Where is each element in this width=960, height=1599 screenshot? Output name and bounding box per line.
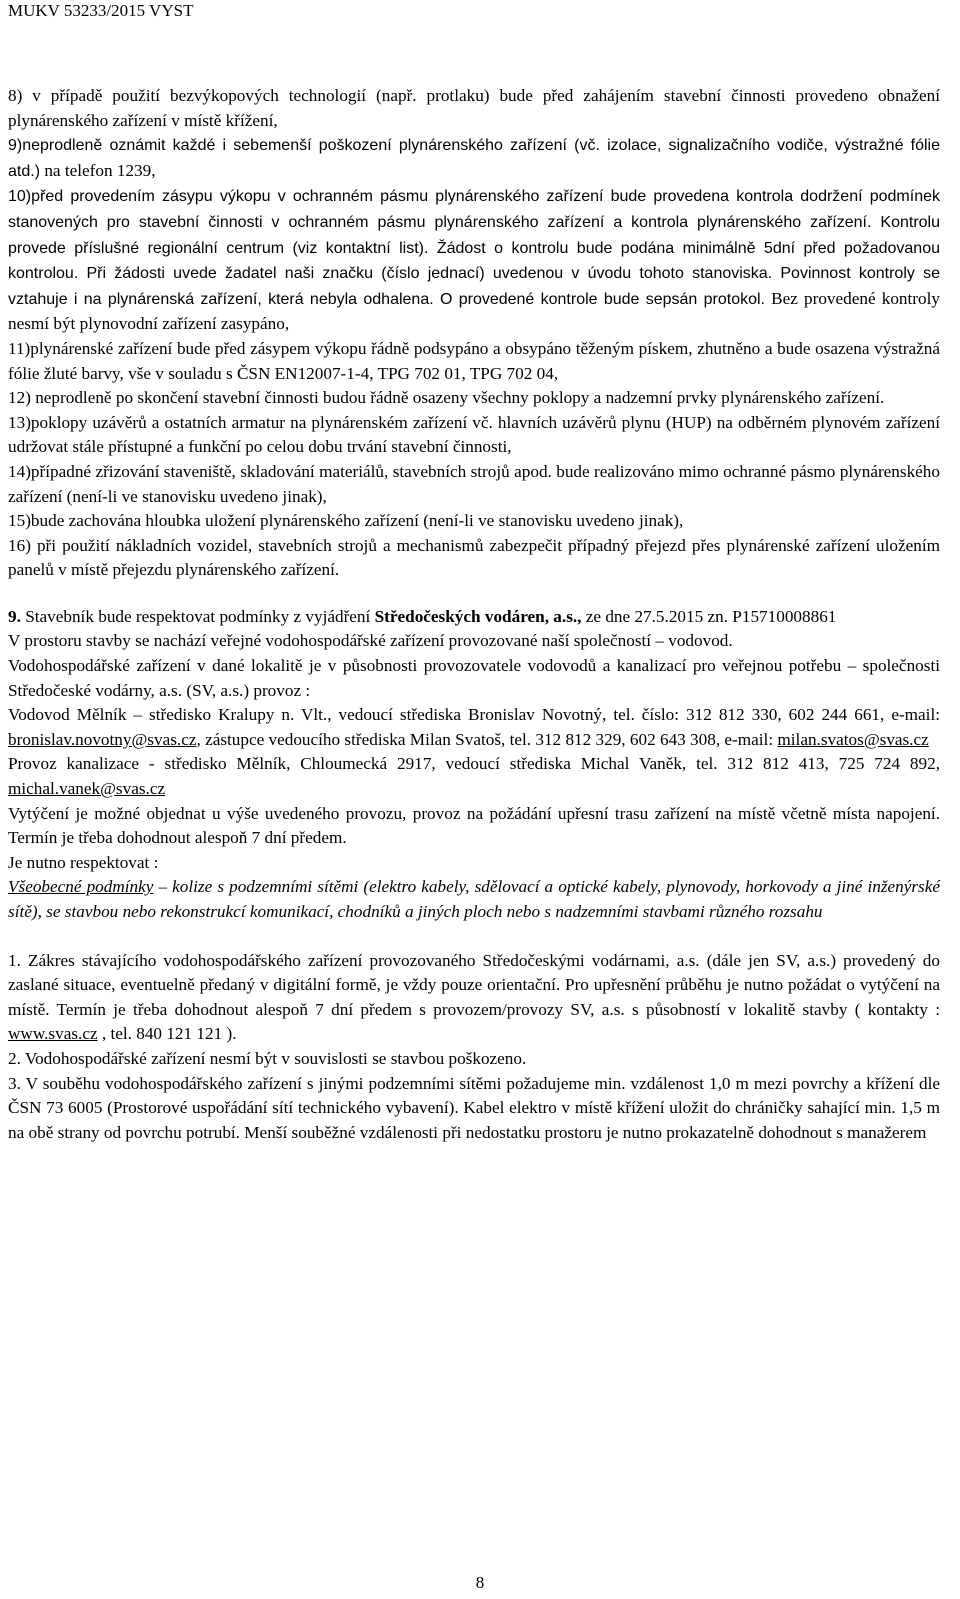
numbered-item-3: 3. V souběhu vodohospodářského zařízení s jinými podzemními sítěmi požadujeme min. vzdálenost 1,0 m mezi povrchy a křížení dle ČSN 73 6005 (Prostorové uspořádání sítí technického vybavení). Kabel elektro v místě křížení uložit do chráničky sahající min. 1,5 m na obě strany od povrchu potrubí. Menší souběžné vzdálenosti při nedostatku prostoru je nutno prokazatelně dohodnout s manažerem	[8, 1073, 940, 1142]
numbered-item-1	[8, 949, 940, 1047]
item-1-phone: , tel. 840 121 121 ).	[97, 1024, 237, 1044]
paragraph-nutno: Je nutno respektovat :	[8, 852, 159, 872]
spacer	[8, 925, 940, 949]
email-link-michal[interactable]: michal.vanek@svas.cz	[8, 779, 166, 799]
vseobecne-podminky-label: Všeobecné podmínky	[8, 877, 154, 897]
website-link[interactable]: www.svas.cz	[8, 1024, 98, 1044]
section-9-intro: Stavebník bude respektovat podmínky z vyjádření	[20, 606, 375, 626]
email-link-milan[interactable]: milan.svatos@svas.cz	[777, 729, 929, 749]
condition-item-10	[8, 184, 940, 337]
condition-item-13: 13)poklopy uzávěrů a ostatních armatur na plynárenském zařízení vč. hlavních uzávěrů plynu (HUP) na odběrném plynovém zařízení udržovat stále přístupné a funkční po celou dobu trvání stavební činnosti,	[8, 412, 940, 457]
company-name: Středočeských vodáren, a.s.,	[374, 606, 582, 626]
condition-item-9-text: 9)neprodleně oznámit každé i sebemenší poškození plynárenského zařízení (vč. izolace, signalizačního vodiče, výstražné fólie atd.)	[8, 137, 940, 180]
paragraph-kanalizace	[8, 752, 940, 801]
condition-item-9	[8, 133, 940, 184]
section-9-date: ze dne 27.5.2015 zn. P15710008861	[581, 606, 837, 626]
condition-item-11: 11)plynárenské zařízení bude před zásypem výkopu řádně podsypáno a obsypáno těženým pískem, zhutněno a bude osazena výstražná fólie žluté barvy, vše v souladu s ČSN EN12007-1-4, TPG 702 01, TPG 702 04,	[8, 338, 940, 383]
paragraph-vodohospodarske: Vodohospodářské zařízení v dané lokalitě je v působnosti provozovatele vodovodů a kanalizací pro veřejnou potřebu – společnosti Středočeské vodárny, a.s. (SV, a.s.) provoz :	[8, 656, 940, 700]
condition-item-9-phone: na telefon 1239,	[40, 160, 156, 180]
paragraph-vytyceni: Vytýčení je možné objednat u výše uvedeného provozu, provoz na požádání upřesní trasu zařízení na místě včetně místa napojení. Termín je třeba dohodnout alespoň 7 dní předem.	[8, 803, 940, 848]
page-number: 8	[475, 1573, 485, 1592]
document-header: MUKV 53233/2015 VYST	[8, 1, 194, 20]
section-9-heading	[8, 605, 940, 630]
paragraph-prostor: V prostoru stavby se nachází veřejné vodohospodářské zařízení provozované naší společností – vodovod.	[8, 631, 733, 651]
vodovod-text-2: , zástupce vedoucího střediska Milan Svatoš, tel. 312 812 329, 602 643 308, e-mail:	[196, 729, 778, 749]
vseobecne-podminky-text: – kolize s podzemními sítěmi (elektro kabely, sdělovací a optické kabely, plynovody, horkovody a jiné inženýrské sítě), se stavbou nebo rekonstrukcí komunikací, chodníků a jiných ploch nebo s nadzemními stavbami různého rozsahu	[8, 877, 940, 921]
condition-item-16: 16) při použití nákladních vozidel, stavebních strojů a mechanismů zabezpečit případný přejezd přes plynárenské zařízení uložením panelů v místě přejezdu plynárenského zařízení.	[8, 535, 940, 580]
condition-item-14: 14)případné zřizování staveniště, skladování materiálů, stavebních strojů apod. bude realizováno mimo ochranné pásmo plynárenského zařízení (není-li ve stanovisku uvedeno jinak),	[8, 461, 940, 506]
vodovod-text-1: Vodovod Mělník – středisko Kralupy n. Vlt., vedoucí střediska Bronislav Novotný, tel. číslo: 312 812 330, 602 244 661, e-mail:	[8, 705, 940, 725]
condition-item-12: 12) neprodleně po skončení stavební činnosti budou řádně osazeny všechny poklopy a nadzemní prvky plynárenského zařízení.	[8, 388, 885, 408]
condition-item-8: 8) v případě použití bezvýkopových technologií (např. protlaku) bude před zahájením stavební činnosti provedeno obnažení plynárenského zařízení v místě křížení,	[8, 86, 940, 130]
spacer	[8, 583, 940, 605]
paragraph-vseobecne	[8, 875, 940, 924]
email-link-bronislav[interactable]: bronislav.novotny@svas.cz	[8, 729, 197, 749]
numbered-item-2: 2. Vodohospodářské zařízení nesmí být v souvislosti se stavbou poškozeno.	[8, 1048, 527, 1068]
paragraph-vodovod	[8, 703, 940, 752]
section-number: 9.	[8, 606, 21, 626]
kanalizace-text: Provoz kanalizace - středisko Mělník, Chloumecká 2917, vedoucí střediska Michal Vaněk, tel. 312 812 413, 725 724 892,	[8, 754, 940, 774]
condition-item-10-text: 10)před provedením zásypu výkopu v ochranném pásmu plynárenského zařízení bude provedena kontrola dodržení podmínek stanovených pro stavební činnosti v ochranném pásmu plynárenského zařízení a kontrola plynárenského zařízení. Kontrolu provede příslušné regionální centrum (viz kontaktní list). Žádost o kontrolu bude podána minimálně 5dní před požadovanou kontrolou. Při žádosti uvede žadatel naši značku (číslo jednací) uvedenou v úvodu tohoto stanoviska. Povinnost kontroly se vztahuje i na plynárenská zařízení, která nebyla odhalena. O provedené kontrole bude sepsán protokol.	[8, 188, 940, 308]
condition-item-10-tail: Bez provedené kontroly nesmí být plynovodní zařízení zasypáno,	[8, 288, 940, 334]
condition-item-15: 15)bude zachována hloubka uložení plynárenského zařízení (není-li ve stanovisku uvedeno jinak),	[8, 511, 684, 531]
document-body	[8, 84, 940, 1145]
item-1-text: 1. Zákres stávajícího vodohospodářského zařízení provozovaného Středočeskými vodárnami, a.s. (dále jen SV, a.s.) provedený do zaslané situace, eventuelně předaný v digitální formě, je vždy pouze orientační. Pro upřesnění průběhu je nutno požádat o vytýčení na místě. Termín je třeba dohodnout alespoň 7 dní předem s provozem/provozy SV, a.s. s působností v lokalitě stavby ( kontakty :	[8, 950, 940, 1019]
